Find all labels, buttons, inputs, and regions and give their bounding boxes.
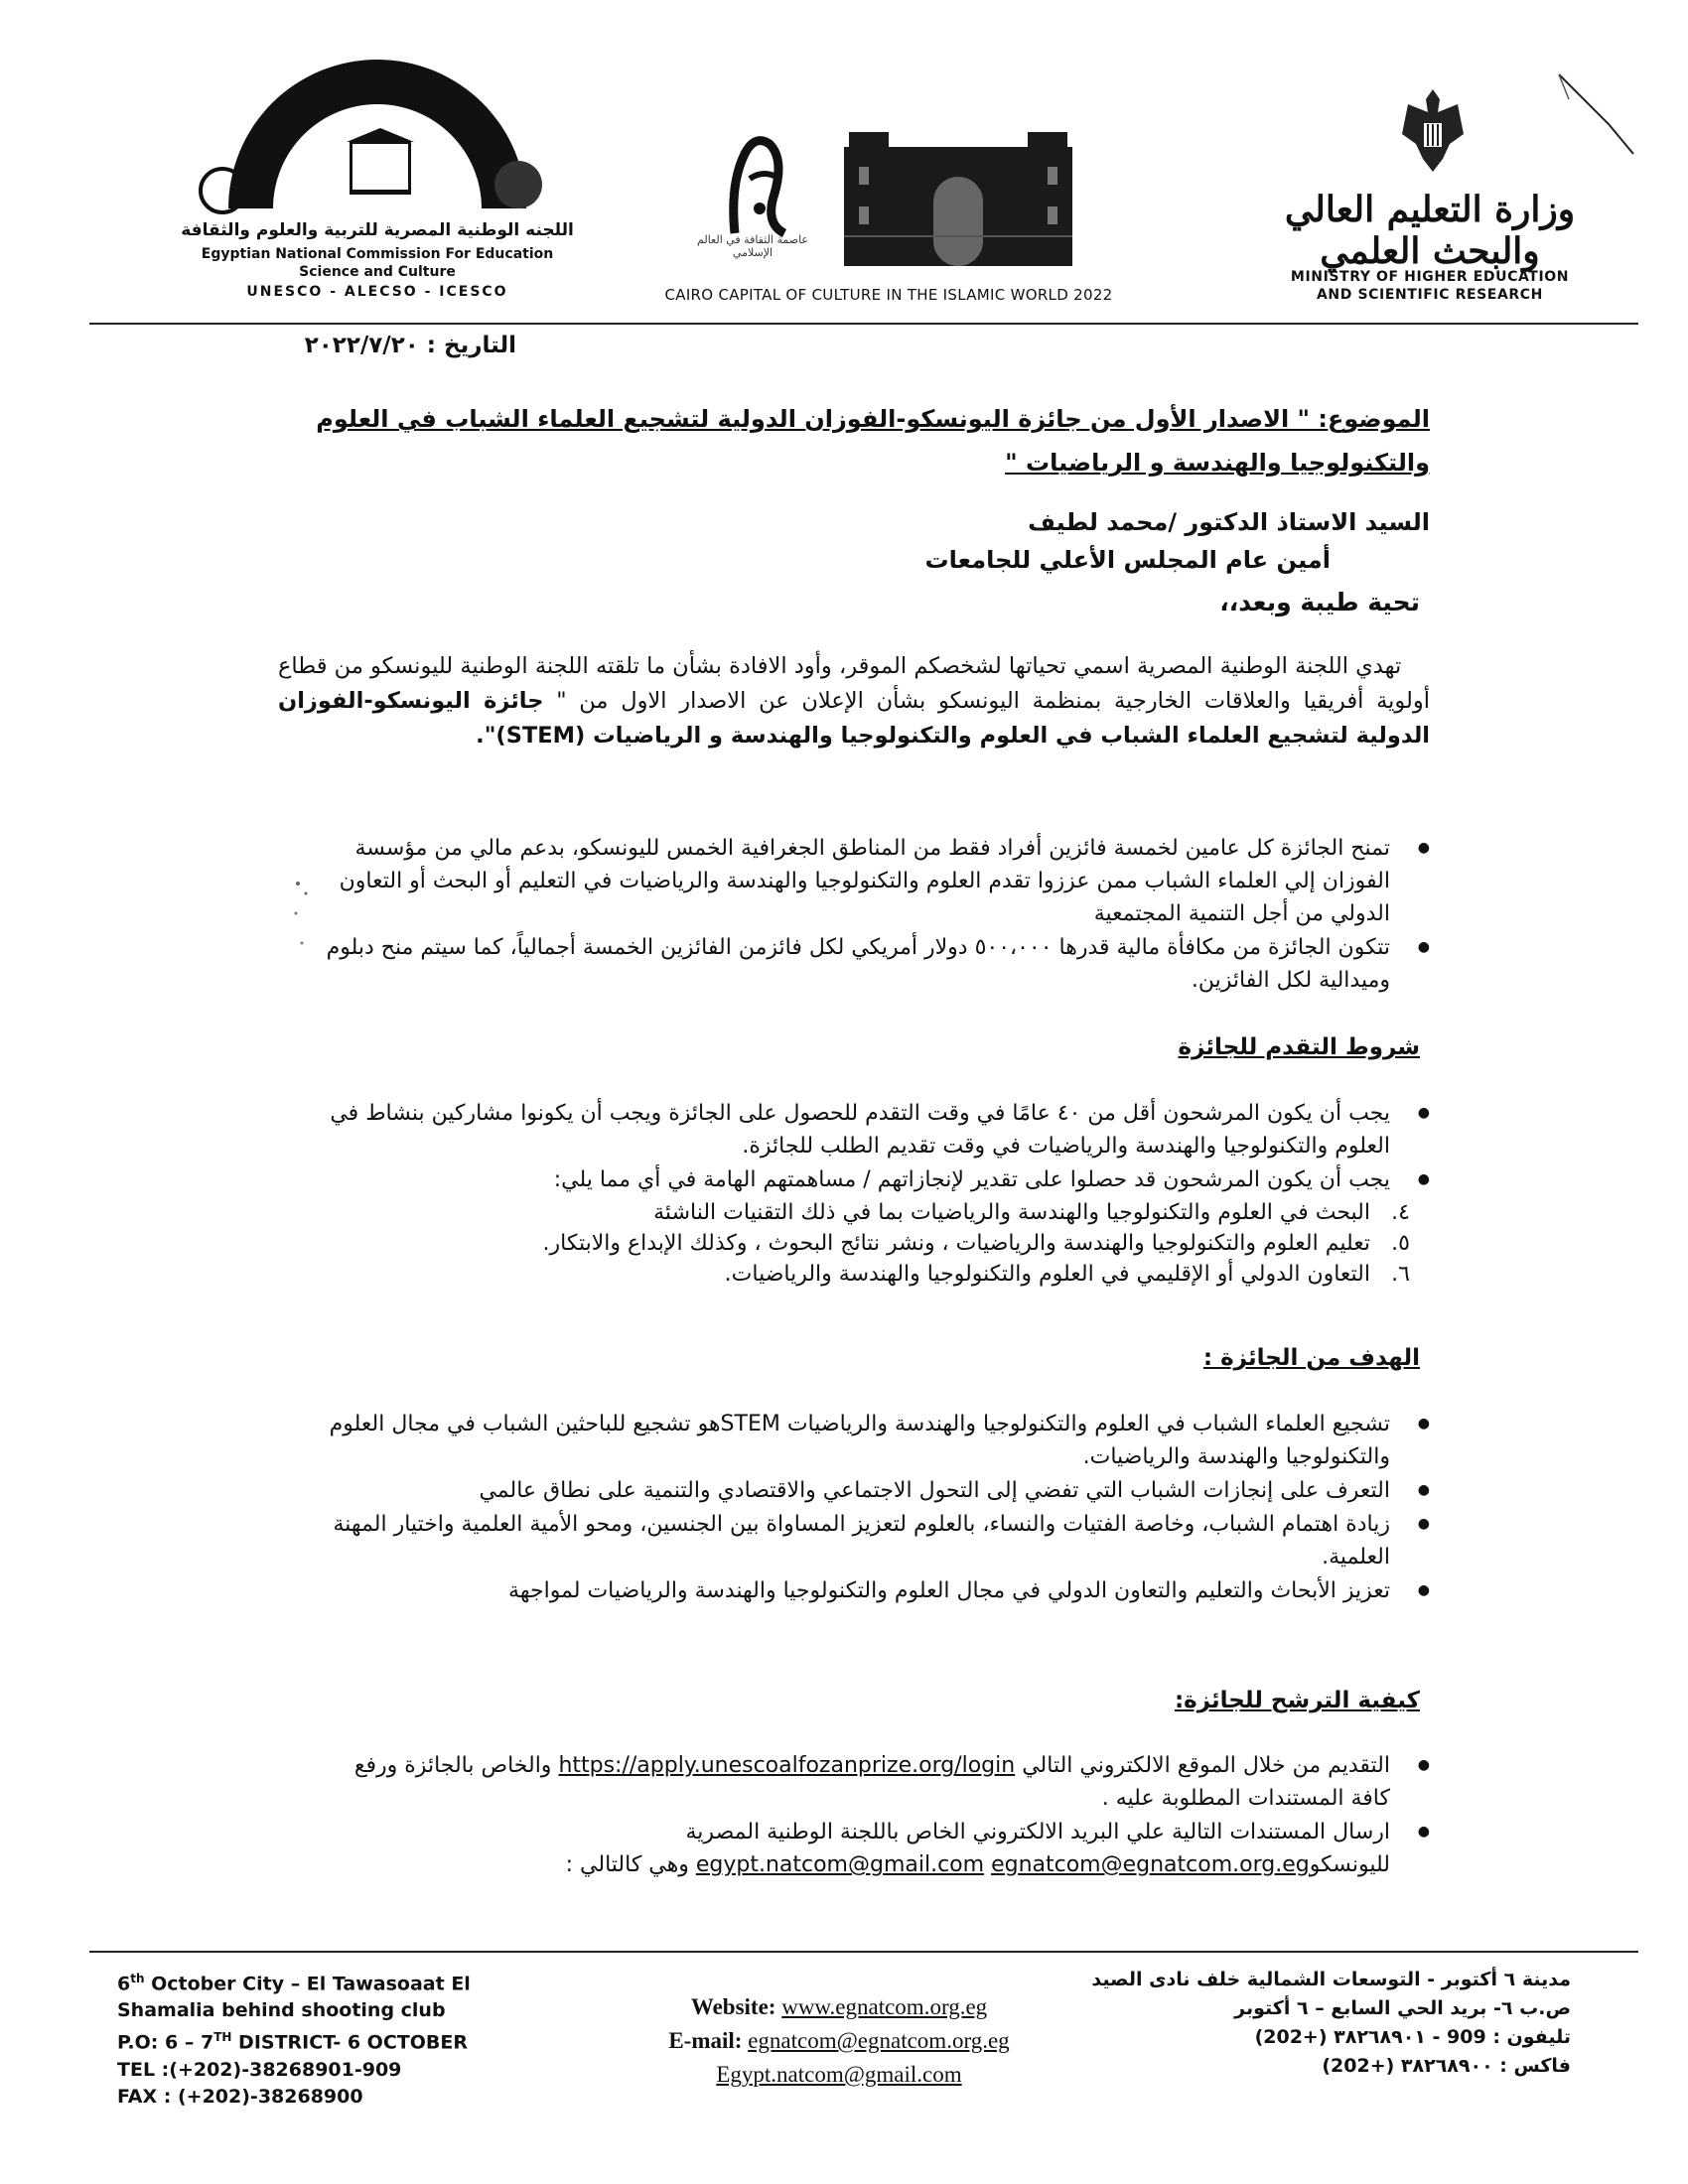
cairo-capital-caption: CAIRO CAPITAL OF CULTURE IN THE ISLAMIC WORLD 2022: [664, 286, 1113, 304]
item-number: ٥.: [1391, 1231, 1410, 1256]
recipient-name: السيد الاستاذ الدكتور /محمد لطيف: [1028, 508, 1430, 536]
apply-link[interactable]: https://apply.unescoalfozanprize.org/login: [558, 1753, 1016, 1778]
ar-address-line-2: ص.ب ٦- بريد الحي السابع – ٦ أكتوبر: [1234, 1997, 1571, 2019]
greeting: تحية طيبة وبعد،،: [1219, 588, 1420, 616]
ar-fax: فاكس : ٣٨٢٦٨٩٠٠ (+202): [1322, 2055, 1571, 2077]
ministry-english-line2: AND SCIENTIFIC RESEARCH: [1317, 287, 1543, 303]
scan-specks: [288, 874, 328, 953]
recipient-title: أمين عام المجلس الأعلي للجامعات: [924, 546, 1331, 574]
goal-heading: الهدف من الجائزة :: [1202, 1345, 1420, 1371]
header-divider: [89, 323, 1638, 325]
item-number: ٦.: [1391, 1262, 1410, 1287]
how-to-apply-heading: كيفية الترشح للجائزة:: [1174, 1688, 1420, 1713]
calligraphy-icon: [725, 124, 794, 243]
list-item: ● تعزيز الأبحاث والتعليم والتعاون الدولي في مجال العلوم والتكنولوجيا والهندسة والرياضيات لمواجهة: [318, 1574, 1430, 1607]
icesco-emblem-icon: [494, 161, 542, 208]
goal-list: [318, 1408, 1430, 1608]
send-text: ارسال المستندات التالية علي البريد الالكتروني الخاص باللجنة الوطنية المصرية لليونسكو: [685, 1820, 1390, 1877]
address-line-3: P.O: 6 – 7TH DISTRICT- 6 OCTOBER: [117, 2030, 468, 2054]
list-item: ● يجب أن يكون المرشحون أقل من ٤٠ عامًا في وقت التقدم للحصول على الجائزة ويجب أن يكونوا مشاركين بنشاط في العلوم والتكنولوجيا والهندسة والرياضيات في وقت تقديم الطلب للجائزة.: [318, 1097, 1430, 1162]
pen-mark: [1554, 69, 1643, 159]
intro-paragraph: [278, 649, 1430, 753]
email-line: E-mail: egnatcom@egnatcom.org.eg: [668, 2028, 1010, 2053]
list-item: ● تشجيع العلماء الشباب في العلوم والتكنولوجيا والهندسة والرياضيات STEMهو تشجيع للباحثين الشباب في مجال العلوم والتكنولوجيا والهندسة والرياضيات.: [318, 1408, 1430, 1473]
footer-fax: FAX : (+202)-38268900: [117, 2085, 363, 2108]
unesco-temple-icon: [350, 141, 411, 195]
footer-address-ar: [1091, 1966, 1571, 2081]
city-gate-icon: [844, 127, 1072, 266]
alecso-emblem-icon: [199, 167, 246, 214]
item-text: البحث في العلوم والتكنولوجيا والهندسة والرياضيات بما في ذلك التقنيات الناشئة: [653, 1200, 1370, 1225]
list-item: [318, 1749, 1430, 1815]
list-item: ● زيادة اهتمام الشباب، وخاصة الفتيات والنساء، بالعلوم لتعزيز المساواة بين الجنسين، ومحو الأمية العلمية واختيار المهنة العلمية.: [318, 1508, 1430, 1573]
intro-prize-name: جائزة اليونسكو-الفوزان الدولية لتشجيع العلماء الشباب في العلوم والتكنولوجيا والهندسة و الرياضيات (STEM)".: [278, 688, 1430, 749]
ar-address-line-1: مدينة ٦ أكتوبر - التوسعات الشمالية خلف نادى الصيد: [1091, 1969, 1571, 1990]
footer-email-link-1[interactable]: egnatcom@egnatcom.org.eg: [748, 2028, 1010, 2053]
address-line-1: 6th October City – El Tawasoaat El: [117, 1972, 471, 1995]
apply-text-after: والخاص بالجائزة ورفع كافة المستندات المطلوبة عليه .: [353, 1753, 1390, 1811]
website-line: Website: www.egnatcom.org.eg: [690, 1994, 988, 2019]
list-item: ● التعرف على إنجازات الشباب التي تفضي إلى التحول الاجتماعي والاقتصادي والتنمية على نطاق عالمي: [318, 1474, 1430, 1507]
natcom-english-line1: Egyptian National Commission For Education: [201, 246, 554, 262]
eagle-emblem-icon: [1398, 84, 1468, 174]
intro-text: تهدي اللجنة الوطنية المصرية اسمي تحياتها لشخصكم الموقر، وأود الافادة بشأن ما تلقته اللجنة الوطنية لليونسكو من قطاع أولوية أفريقيا والعلاقات الخارجية بمنظمة اليونسكو بشأن الإعلان عن الاصدار الاول من ": [278, 653, 1430, 714]
email-link-1[interactable]: egnatcom@egnatcom.org.eg: [991, 1852, 1310, 1877]
footer-address-en: [117, 1966, 471, 2111]
how-to-apply-list: [318, 1749, 1430, 1882]
calligraphy-caption: عاصمة الثقافة في العالم الإسلامي: [697, 233, 808, 259]
numbered-item: [318, 1197, 1430, 1228]
website-link[interactable]: www.egnatcom.org.eg: [781, 1994, 988, 2019]
numbered-item: [318, 1228, 1430, 1259]
ar-phone: تليفون : 909 - ٣٨٢٦٨٩٠١ (+202): [1254, 2026, 1571, 2048]
send-text-after: وهي كالتالي :: [565, 1852, 696, 1877]
address-line-2: Shamalia behind shooting club: [117, 1999, 446, 2022]
natcom-english-line3: UNESCO - ALECSO - ICESCO: [246, 284, 508, 300]
item-text: التعاون الدولي أو الإقليمي في العلوم والتكنولوجيا والهندسة والرياضيات.: [724, 1262, 1370, 1287]
footer-tel: TEL :(+202)-38268901-909: [117, 2058, 402, 2081]
letter-subject: الموضوع: " الاصدار الأول من جائزة اليونسكو-الفوزان الدولية لتشجيع العلماء الشباب في العلوم والتكنولوجيا والهندسة و الرياضيات ": [316, 405, 1430, 477]
item-text: تعليم العلوم والتكنولوجيا والهندسة والرياضيات ، ونشر نتائج البحوث ، وكذلك الإبداع والابتكار.: [542, 1231, 1370, 1256]
email-line-2: [596, 2058, 1082, 2092]
apply-text: التقديم من خلال الموقع الالكتروني التالي: [1015, 1753, 1390, 1778]
list-item: ● تمنح الجائزة كل عامين لخمسة فائزين أفراد فقط من المناطق الجغرافية الخمس لليونسكو، بدعم مالي من مؤسسة الفوزان إلي العلماء الشباب ممن عززوا تقدم العلوم والتكنولوجيا والهندسة والرياضيات في التعليم أو البحث أو التعاون الدولي من أجل التنمية المجتمعية: [318, 832, 1430, 930]
list-item: ● تتكون الجائزة من مكافأة مالية قدرها ٥٠٠،٠٠٠ دولار أمريكي لكل فائزمن الفائزين الخمسة أجمالياً، كما سيتم منح دبلوم وميدالية لكل الفائزين.: [318, 931, 1430, 997]
email-link-2[interactable]: egypt.natcom@gmail.com: [695, 1852, 985, 1877]
natcom-english-line2: Science and Culture: [299, 264, 456, 280]
egyptian-natcom-logo: [179, 50, 576, 313]
conditions-heading: شروط التقدم للجائزة: [1178, 1034, 1420, 1060]
numbered-item: [318, 1259, 1430, 1290]
footer-divider: [89, 1951, 1638, 1953]
cairo-capital-culture-logo: [655, 109, 1122, 308]
footer-email-link-2[interactable]: Egypt.natcom@gmail.com: [716, 2062, 962, 2087]
ministry-english-line1: MINISTRY OF HIGHER EDUCATION: [1290, 269, 1570, 285]
prize-details-list: [318, 832, 1430, 998]
footer-contact: [596, 1990, 1082, 2092]
item-number: ٤.: [1391, 1200, 1410, 1225]
letter-date: التاريخ : ٢٠٢٢/٧/٢٠: [304, 333, 516, 358]
list-item: ● يجب أن يكون المرشحون قد حصلوا على تقدير لإنجازاتهم / مساهمتهم الهامة في أي مما يلي:: [318, 1163, 1430, 1196]
conditions-list: [318, 1097, 1430, 1290]
list-item: [318, 1816, 1430, 1881]
natcom-arabic-name: اللجنه الوطنية المصرية للتربية والعلوم والثقافة: [181, 220, 574, 240]
ministry-arabic-name: وزارة التعليم العالي والبحث العلمي: [1284, 189, 1576, 272]
